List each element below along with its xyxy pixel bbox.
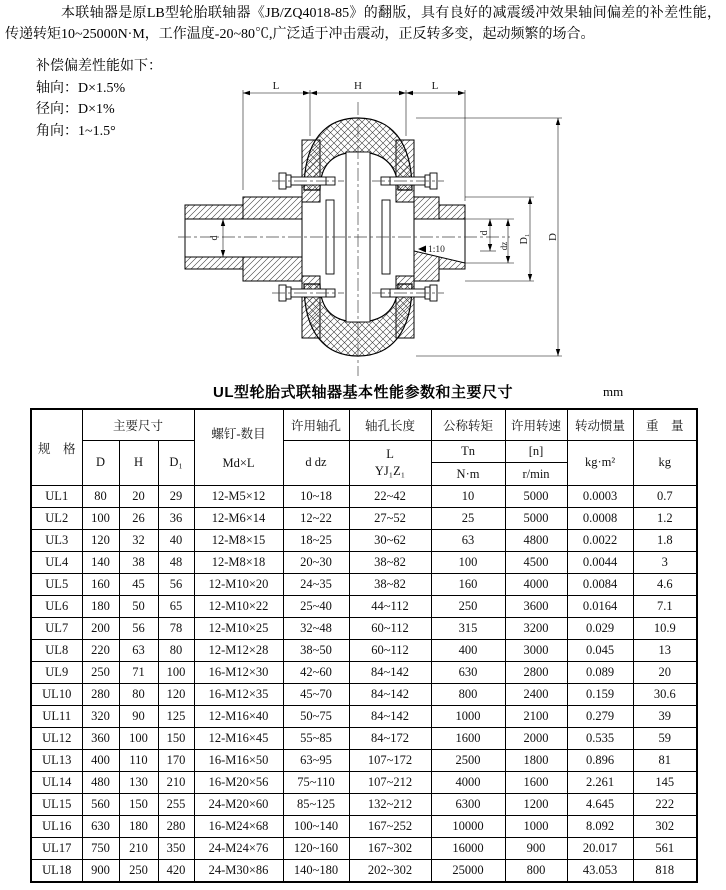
table-cell: 36 [158,508,194,530]
dim-label-D1: D₁ [519,233,530,245]
table-cell: 202~302 [349,860,431,883]
table-cell: 30~62 [349,530,431,552]
table-cell: 8.092 [567,816,633,838]
table-cell: 420 [158,860,194,883]
table-cell: 10.9 [633,618,697,640]
table-cell: 20 [633,662,697,684]
table-row [31,706,697,728]
table-cell: 5000 [505,508,567,530]
table-cell: 3 [633,552,697,574]
table-cell: 222 [633,794,697,816]
table-cell: 560 [82,794,119,816]
table-cell: 1200 [505,794,567,816]
table-cell: 4000 [505,574,567,596]
table-cell: UL7 [31,618,82,640]
table-row [31,750,697,772]
table-cell: 3600 [505,596,567,618]
left-hub [185,197,302,281]
header-inertia: 转动惯量 [567,409,633,440]
table-cell: 0.0022 [567,530,633,552]
table-cell: 32~48 [283,618,349,640]
table-cell: 38 [119,552,158,574]
table-cell: 81 [633,750,697,772]
table-cell: 30.6 [633,684,697,706]
table-cell: 250 [119,860,158,883]
table-cell: 16000 [431,838,505,860]
table-cell: 12-M12×28 [194,640,283,662]
table-row [31,486,697,508]
table-cell: 42~60 [283,662,349,684]
table-cell: 84~142 [349,706,431,728]
table-cell: UL10 [31,684,82,706]
table-cell: 18~25 [283,530,349,552]
table-cell: 145 [633,772,697,794]
header-bore: 许用轴孔 [283,409,349,440]
table-cell: 132~212 [349,794,431,816]
header-sub-bore: d dz [283,440,349,485]
table-cell: 24-M20×60 [194,794,283,816]
table-cell: 800 [505,860,567,883]
offset-note-title: 补偿偏差性能如下： [36,59,162,74]
table-cell: 22~42 [349,486,431,508]
table-cell: 0.896 [567,750,633,772]
header-screws-sub: Md×L [222,456,255,470]
right-hub [414,197,465,281]
table-cell: 2100 [505,706,567,728]
table-row [31,772,697,794]
table-cell: UL18 [31,860,82,883]
table-cell: 20 [119,486,158,508]
table-cell: 44~112 [349,596,431,618]
table-cell: 180 [119,816,158,838]
table-cell: 40 [158,530,194,552]
table-cell: 20.017 [567,838,633,860]
table-cell: 48 [158,552,194,574]
table-cell: 75~110 [283,772,349,794]
taper-label: 1:10 [428,245,445,255]
table-cell: 400 [431,640,505,662]
table-cell: UL1 [31,486,82,508]
table-cell: 2500 [431,750,505,772]
table-cell: 2.261 [567,772,633,794]
table-cell: 1.8 [633,530,697,552]
speed-symbol: [n] [528,443,544,458]
table-cell: 63 [431,530,505,552]
table-row [31,662,697,684]
table-cell: 255 [158,794,194,816]
table-cell: 4000 [431,772,505,794]
table-cell: 12-M10×20 [194,574,283,596]
table-cell: 120~160 [283,838,349,860]
table-cell: 84~142 [349,684,431,706]
coupling-section-drawing [110,80,580,382]
table-cell: 84~142 [349,662,431,684]
table-cell: 39 [633,706,697,728]
table-cell: 4.645 [567,794,633,816]
table-cell: 100 [431,552,505,574]
table-cell: 12-M8×18 [194,552,283,574]
table-cell: 0.0164 [567,596,633,618]
header-screws [194,409,283,486]
table-row [31,552,697,574]
table-row [31,794,697,816]
offset-axial: 轴向：D×1.5% [36,80,126,96]
table-cell: 1000 [431,706,505,728]
table-cell: 13 [633,640,697,662]
table-cell: UL16 [31,816,82,838]
table-cell: 170 [158,750,194,772]
table-cell: 800 [431,684,505,706]
table-cell: 12~22 [283,508,349,530]
table-cell: 71 [119,662,158,684]
table-cell: 38~50 [283,640,349,662]
header-sub-H: H [119,440,158,485]
header-sub-speed [505,440,567,485]
table-cell: 140 [82,552,119,574]
table-cell: 24~35 [283,574,349,596]
table-cell: 480 [82,772,119,794]
table-cell: 1600 [505,772,567,794]
table-cell: 280 [158,816,194,838]
table-row [31,684,697,706]
table-cell: 180 [82,596,119,618]
table-cell: 0.7 [633,486,697,508]
table-cell: 0.089 [567,662,633,684]
table-cell: 12-M5×12 [194,486,283,508]
table-cell: 56 [158,574,194,596]
table-cell: 2400 [505,684,567,706]
table-cell: 160 [431,574,505,596]
table-cell: 3200 [505,618,567,640]
table-cell: 27~52 [349,508,431,530]
table-row [31,508,697,530]
table-cell: 25 [431,508,505,530]
table-cell: UL4 [31,552,82,574]
table-cell: 1000 [505,816,567,838]
table-cell: 32 [119,530,158,552]
table-unit: mm [603,384,624,399]
table-cell: 100 [119,728,158,750]
table-row [31,640,697,662]
table-cell: 0.535 [567,728,633,750]
table-cell: 0.029 [567,618,633,640]
dim-label-D: D [547,233,559,241]
table-cell: 220 [82,640,119,662]
table-cell: UL13 [31,750,82,772]
table-cell: 110 [119,750,158,772]
offset-radial: 径向：D×1% [36,102,115,117]
table-cell: 80 [119,684,158,706]
table-cell: 100 [158,662,194,684]
table-cell: 0.279 [567,706,633,728]
table-cell: 7.1 [633,596,697,618]
table-cell: 150 [119,794,158,816]
table-cell: 302 [633,816,697,838]
table-cell: 85~125 [283,794,349,816]
table-cell: 10~18 [283,486,349,508]
table-cell: 55~85 [283,728,349,750]
table-cell: 125 [158,706,194,728]
table-cell: 50 [119,596,158,618]
table-cell: 16-M12×35 [194,684,283,706]
table-cell: 4800 [505,530,567,552]
table-cell: 4.6 [633,574,697,596]
table-cell: 120 [158,684,194,706]
table-cell: UL6 [31,596,82,618]
table-cell: 1.2 [633,508,697,530]
table-cell: 12-M16×45 [194,728,283,750]
table-cell: 20~30 [283,552,349,574]
header-speed: 许用转速 [505,409,567,440]
table-cell: 1800 [505,750,567,772]
table-cell: 38~82 [349,552,431,574]
table-cell: 350 [158,838,194,860]
table-cell: 160 [82,574,119,596]
table-cell: 0.045 [567,640,633,662]
table-cell: 100 [82,508,119,530]
table-cell: 43.053 [567,860,633,883]
table-cell: 45 [119,574,158,596]
table-cell: 38~82 [349,574,431,596]
table-cell: 59 [633,728,697,750]
dim-label-L-right: L [431,80,439,92]
table-cell: 0.159 [567,684,633,706]
table-cell: 3000 [505,640,567,662]
table-cell: 45~70 [283,684,349,706]
table-cell: UL8 [31,640,82,662]
header-sub-D: D [82,440,119,485]
table-cell: 12-M10×22 [194,596,283,618]
table-cell: 167~252 [349,816,431,838]
header-torque: 公称转矩 [431,409,505,440]
header-sub-bore-len [349,440,431,485]
table-cell: 12-M8×15 [194,530,283,552]
table-cell: 25~40 [283,596,349,618]
table-cell: 210 [119,838,158,860]
table-cell: UL11 [31,706,82,728]
table-cell: 630 [431,662,505,684]
table-cell: UL15 [31,794,82,816]
table-row [31,728,697,750]
header-sub-weight: kg [633,440,697,485]
table-cell: 900 [505,838,567,860]
table-cell: 150 [158,728,194,750]
dim-label-H: H [354,80,362,92]
spec-table [30,408,698,883]
header-sub-inertia: kg·m² [567,440,633,485]
table-cell: 200 [82,618,119,640]
table-cell: 130 [119,772,158,794]
header-sub-torque [431,440,505,485]
table-cell: 84~172 [349,728,431,750]
table-cell: 818 [633,860,697,883]
table-cell: 0.0044 [567,552,633,574]
bore-len-types: YJ₁Z₁ [374,463,406,478]
table-cell: UL9 [31,662,82,684]
table-cell: 63~95 [283,750,349,772]
table-cell: 167~302 [349,838,431,860]
table-cell: 0.0003 [567,486,633,508]
intro-text: 本联轴器是原LB型轮胎联轴器《JB/ZQ4018-85》的翻版，具有良好的减震缓冲效果轴间偏差的补差性能，传递转矩10~25000N·M，工作温度-20~80℃,广泛适于冲击震动，正反转多变，起动频繁的场合。 [5,6,721,42]
table-cell: 16-M12×30 [194,662,283,684]
table-cell: 6300 [431,794,505,816]
table-title: UL型轮胎式联轴器基本性能参数和主要尺寸 [213,384,513,401]
table-cell: 5000 [505,486,567,508]
table-cell: 65 [158,596,194,618]
table-cell: 400 [82,750,119,772]
table-cell: 900 [82,860,119,883]
table-cell: 107~172 [349,750,431,772]
table-row [31,596,697,618]
table-cell: 90 [119,706,158,728]
table-cell: 630 [82,816,119,838]
table-cell: 80 [158,640,194,662]
table-cell: 250 [82,662,119,684]
table-cell: UL12 [31,728,82,750]
dim-label-d-right: d [479,230,490,236]
speed-unit: r/min [506,462,567,485]
header-bore-len: 轴孔长度 [349,409,431,440]
table-cell: 60~112 [349,618,431,640]
table-row [31,618,697,640]
table-cell: 750 [82,838,119,860]
table-cell: 250 [431,596,505,618]
header-main-dims: 主要尺寸 [82,409,194,440]
table-cell: 78 [158,618,194,640]
table-cell: 320 [82,706,119,728]
table-cell: 56 [119,618,158,640]
table-cell: 16-M20×56 [194,772,283,794]
table-cell: 360 [82,728,119,750]
table-cell: 29 [158,486,194,508]
table-cell: 100~140 [283,816,349,838]
table-cell: 12-M16×40 [194,706,283,728]
table-cell: UL14 [31,772,82,794]
table-cell: 63 [119,640,158,662]
intro-paragraph [5,3,721,45]
table-body [31,486,697,883]
header-screws-label: 螺钉-数目 [211,427,266,441]
torque-symbol: Tn [461,443,475,458]
table-cell: 12-M10×25 [194,618,283,640]
table-cell: 280 [82,684,119,706]
table-cell: UL2 [31,508,82,530]
table-cell: UL3 [31,530,82,552]
table-cell: 2800 [505,662,567,684]
table-cell: 60~112 [349,640,431,662]
table-row [31,816,697,838]
table-cell: 10 [431,486,505,508]
table-cell: 24-M24×76 [194,838,283,860]
table-cell: 26 [119,508,158,530]
table-cell: 24-M30×86 [194,860,283,883]
offset-angular: 角向：1~1.5° [36,123,116,139]
dim-label-L-left: L [272,80,280,92]
table-cell: 2000 [505,728,567,750]
table-cell: 1600 [431,728,505,750]
header-weight: 重 量 [633,409,697,440]
table-cell: 107~212 [349,772,431,794]
table-cell: 561 [633,838,697,860]
table-cell: 0.0084 [567,574,633,596]
table-cell: 315 [431,618,505,640]
header-sub-D1: D₁ [158,440,194,485]
table-cell: 25000 [431,860,505,883]
table-row [31,530,697,552]
dim-label-dz: dz [499,241,509,251]
table-row [31,838,697,860]
table-cell: 10000 [431,816,505,838]
table-cell: 16-M24×68 [194,816,283,838]
table-cell: 210 [158,772,194,794]
table-cell: UL5 [31,574,82,596]
table-cell: 4500 [505,552,567,574]
table-cell: 50~75 [283,706,349,728]
table-row [31,574,697,596]
header-spec: 规 格 [31,409,82,486]
table-cell: 12-M6×14 [194,508,283,530]
table-cell: 140~180 [283,860,349,883]
table-cell: 80 [82,486,119,508]
table-cell: UL17 [31,838,82,860]
dim-label-d-left: d [209,235,220,241]
table-cell: 0.0008 [567,508,633,530]
torque-unit: N·m [432,462,505,485]
table-row [31,860,697,883]
bore-len-sym: L [386,446,394,461]
table-cell: 16-M16×50 [194,750,283,772]
table-cell: 120 [82,530,119,552]
